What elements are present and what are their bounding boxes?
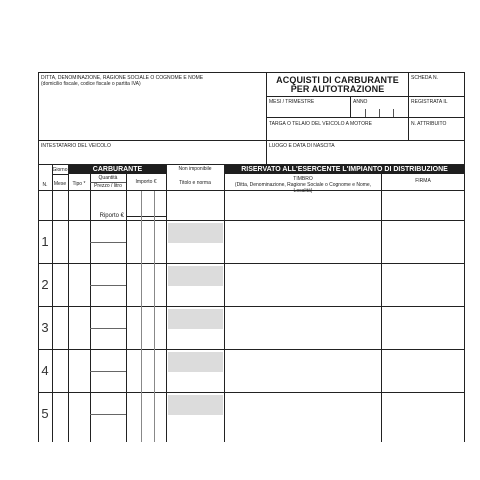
divider-h-mesi (266, 117, 465, 118)
anno-label: ANNO (353, 99, 368, 105)
row-number-2: 2 (41, 277, 49, 292)
frame-top (38, 72, 465, 73)
col-header-prezzo: Prezzo / litro (94, 183, 122, 189)
fuel-purchase-form (38, 72, 465, 442)
col-header-firma: FIRMA (415, 178, 431, 184)
col-header-timbro-sub: (Ditta, Denominazione, Ragione Sociale o Cognome e Nome, Località) (234, 182, 372, 194)
riporto-label: Riporto € (99, 213, 124, 219)
targa-input[interactable] (267, 127, 408, 140)
form-title-line1: ACQUISTI DI CARBURANTE (276, 75, 399, 85)
attributo-input[interactable] (409, 127, 464, 140)
ditta-field-label: DITTA, DENOMINAZIONE, RAGIONE SOCIALE O COGNOME E NOME (41, 75, 204, 81)
luogo-data-input[interactable] (267, 149, 464, 164)
table-row[interactable] (53, 264, 464, 306)
anno-tick-2 (379, 109, 380, 117)
col-header-non-imponibile: Non imponibile (178, 166, 212, 172)
col-header-giorno: Giorno (52, 167, 68, 173)
divider-h-header (38, 140, 465, 141)
scheda-number-input[interactable] (409, 82, 464, 96)
carburante-banner: CARBURANTE (69, 165, 166, 174)
col-header-timbro: TIMBRO (293, 176, 313, 182)
form-title-line2: PER AUTOTRAZIONE (290, 84, 385, 94)
luogo-data-label: LUOGO E DATA DI NASCITA (269, 143, 335, 149)
col-header-tipo: Tipo * (72, 181, 86, 187)
col-header-importo: Importo € (135, 179, 157, 185)
attributo-label: N. ATTRIBUITO (411, 121, 447, 127)
col-header-titolo-norma: Titolo e norma (179, 180, 211, 186)
row-number-3: 3 (41, 320, 49, 335)
anno-tick-1 (365, 109, 366, 117)
ditta-field-sublabel: (domicilio fiscale, codice fiscale o partita IVA) (41, 81, 141, 87)
row-number-4: 4 (41, 363, 49, 378)
col-header-quantita: Quantità (98, 175, 118, 181)
frame-right (464, 72, 465, 442)
table-row[interactable] (53, 393, 464, 442)
mesi-trimestre-input[interactable] (267, 105, 350, 117)
riservato-banner: RISERVATO ALL'ESERCENTE L'IMPIANTO DI DISTRIBUZIONE (225, 165, 464, 174)
ditta-input-area[interactable] (39, 87, 265, 139)
col-header-mese: Mese (53, 181, 67, 187)
intestatario-input[interactable] (39, 149, 266, 164)
table-row[interactable] (53, 307, 464, 349)
mesi-trimestre-label: MESI / TRIMESTRE (269, 99, 315, 105)
col-header-n: N. (42, 182, 48, 188)
registrata-label: REGISTRATA IL (411, 99, 448, 105)
riporto-input[interactable] (127, 192, 166, 220)
scheda-number-label: SCHEDA N. (411, 75, 438, 81)
row-number-5: 5 (41, 406, 49, 421)
registrata-input[interactable] (409, 105, 464, 117)
intestatario-label: INTESTATARIO DEL VEICOLO (41, 143, 111, 149)
row-number-1: 1 (41, 234, 49, 249)
divider-h-title (266, 96, 465, 97)
anno-tick-3 (393, 109, 394, 117)
table-row[interactable] (53, 221, 464, 263)
table-row[interactable] (53, 350, 464, 392)
giorno-mese-divider (52, 174, 68, 175)
targa-label: TARGA O TELAIO DEL VEICOLO A MOTORE (269, 121, 372, 127)
